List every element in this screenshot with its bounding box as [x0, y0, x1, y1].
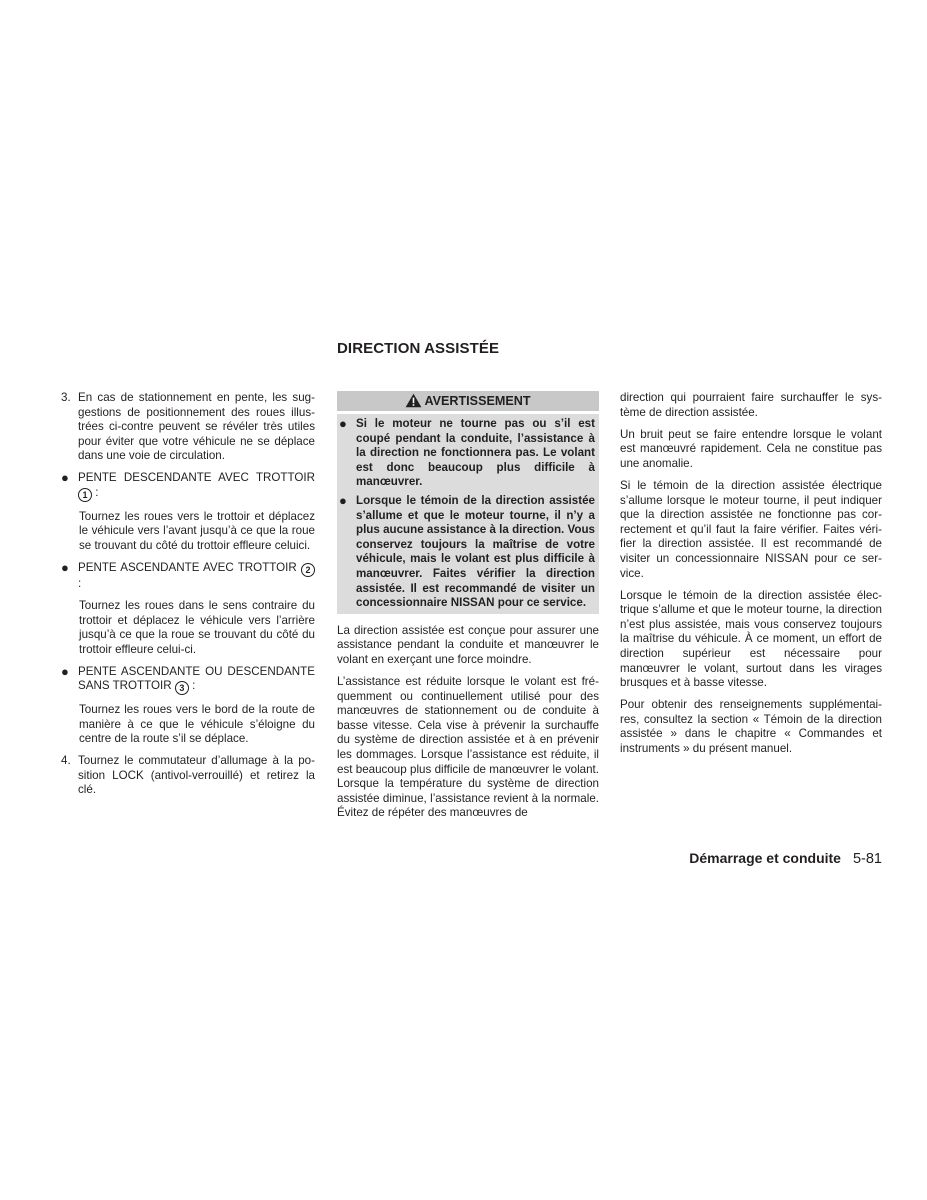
- warning-body: [337, 414, 599, 614]
- paragraph: direction qui pourraient faire surchauffer le système de direction assistée.: [620, 391, 882, 419]
- paragraph: Si le témoin de la direction assistée électrique s’allume lorsque le moteur tourne, il peut indiquer que la direction assistée ne fonctionne pas correctement et qu’il faut la faire vérifier. Faites vérifier la direction assistée. Il est recommandé de visiter un concessionnaire NISSAN pour ce service.: [620, 478, 882, 580]
- warning-item-text: Lorsque le témoin de la direction assistée s’allume et que le moteur tourne, il n’y a plus aucune assistance à la direction. Vous conservez toujours la maîtrise de votre véhicule, mais le volant est plus difficile à manœuvrer. Faites vérifier la direction assistée. Il est recommandé de visiter un concessionnaire NISSAN pour ce service.: [356, 493, 595, 610]
- bullet-label: PENTE ASCENDANTE OU DESCENDANTE SANS TROTTOIR: [78, 664, 315, 693]
- bullet-downhill-curb: [61, 471, 315, 502]
- bullet-uphill-curb: [61, 561, 315, 592]
- bullet-label: PENTE DESCENDANTE AVEC TROTTOIR: [78, 471, 315, 485]
- page-number: 5-81: [852, 851, 882, 867]
- bullet-suffix: :: [188, 679, 196, 693]
- bullet-icon: ●: [61, 559, 69, 575]
- callout-number: 2: [301, 563, 315, 577]
- paragraph: L’assistance est réduite lorsque le volant est fréquemment ou continuellement utilisé pour des manœuvres de stationnement ou de conduite à basse vitesse. Cela vise à prévenir la surchauffe du système de direction assistée et à en prévenir les dommages. Lorsque l’assistance est réduite, il est beaucoup plus difficile de manœuvrer le volant. Lorsque la température du système de direction assistée diminue, l’assistance revient à la normale. Évitez de répéter des manœuvres de: [337, 675, 599, 820]
- bullet-description: Tournez les roues dans le sens contraire du trottoir et déplacez le véhicule vers l’arrière jusqu’à ce que la roue se trouvant du côté du trottoir effleure celui-ci.: [79, 598, 315, 656]
- item-number: 3.: [61, 391, 71, 404]
- item-number: 4.: [61, 754, 71, 768]
- bullet-icon: ●: [61, 663, 69, 679]
- numbered-item-3: [61, 391, 315, 464]
- bullet-icon: ●: [339, 492, 347, 508]
- callout-number: 1: [78, 488, 92, 502]
- callout-number: 3: [175, 681, 189, 695]
- bullet-label: PENTE ASCENDANTE AVEC TROTTOIR: [78, 560, 297, 574]
- warning-item: [339, 494, 595, 611]
- bullet-suffix: :: [92, 486, 99, 500]
- paragraph: Lorsque le témoin de la direction assistée électrique s’allume et que le moteur tourne, la direction n’est plus assistée, mais vous conservez toujours la maîtrise du véhicule. À ce moment, un effort de direction supérieur est nécessaire pour manœuvrer le volant, surtout dans les virages brusques et à basse vitesse.: [620, 588, 882, 690]
- bullet-description: Tournez les roues vers le trottoir et déplacez le véhicule vers l’avant jusqu’à ce que la roue se trouvant du côté du trottoir effleure celuici.: [79, 509, 315, 552]
- warning-item: [339, 417, 595, 490]
- chapter-title: Démarrage et conduite: [689, 850, 841, 866]
- warning-header: [337, 391, 599, 414]
- numbered-item-4: [61, 754, 315, 798]
- bullet-icon: ●: [61, 470, 69, 486]
- warning-item-text: Si le moteur ne tourne pas ou s’il est coupé pendant la conduite, l’assistance à la direction ne fonctionnera pas. Le volant est donc beaucoup plus difficile à manœuvrer.: [356, 417, 595, 489]
- left-column: [61, 391, 315, 805]
- paragraph: Pour obtenir des renseignements supplémentaires, consultez la section « Témoin de la direction assistée » dans le chapitre « Commandes et instruments » du présent manuel.: [620, 698, 882, 756]
- item-text: En cas de stationnement en pente, les suggestions de positionnement des roues illustrées ci-contre peuvent se révéler très utiles pour éviter que votre véhicule ne se déplace dans une voie de circulation.: [78, 391, 315, 463]
- warning-box: [337, 391, 599, 614]
- item-text: Tournez le commutateur d’allumage à la position LOCK (antivol-verrouillé) et retirez la clé.: [78, 754, 315, 797]
- warning-triangle-icon: [405, 393, 422, 408]
- paragraph: La direction assistée est conçue pour assurer une assistance pendant la conduite et manœuvrer le volant en exerçant une force moindre.: [337, 623, 599, 666]
- bullet-description: Tournez les roues vers le bord de la route de manière à ce que le véhicule s’éloigne du centre de la route s’il se déplace.: [79, 702, 315, 746]
- right-column: [620, 391, 882, 764]
- paragraph: Un bruit peut se faire entendre lorsque le volant est manœuvré rapidement. Cela ne constitue pas une anomalie.: [620, 427, 882, 470]
- bullet-no-curb: [61, 665, 315, 696]
- page-footer: [689, 850, 882, 867]
- warning-title: AVERTISSEMENT: [424, 394, 531, 408]
- section-title: DIRECTION ASSISTÉE: [337, 340, 500, 357]
- bullet-icon: ●: [339, 416, 347, 431]
- middle-column: [337, 391, 599, 828]
- bullet-suffix: :: [78, 576, 82, 590]
